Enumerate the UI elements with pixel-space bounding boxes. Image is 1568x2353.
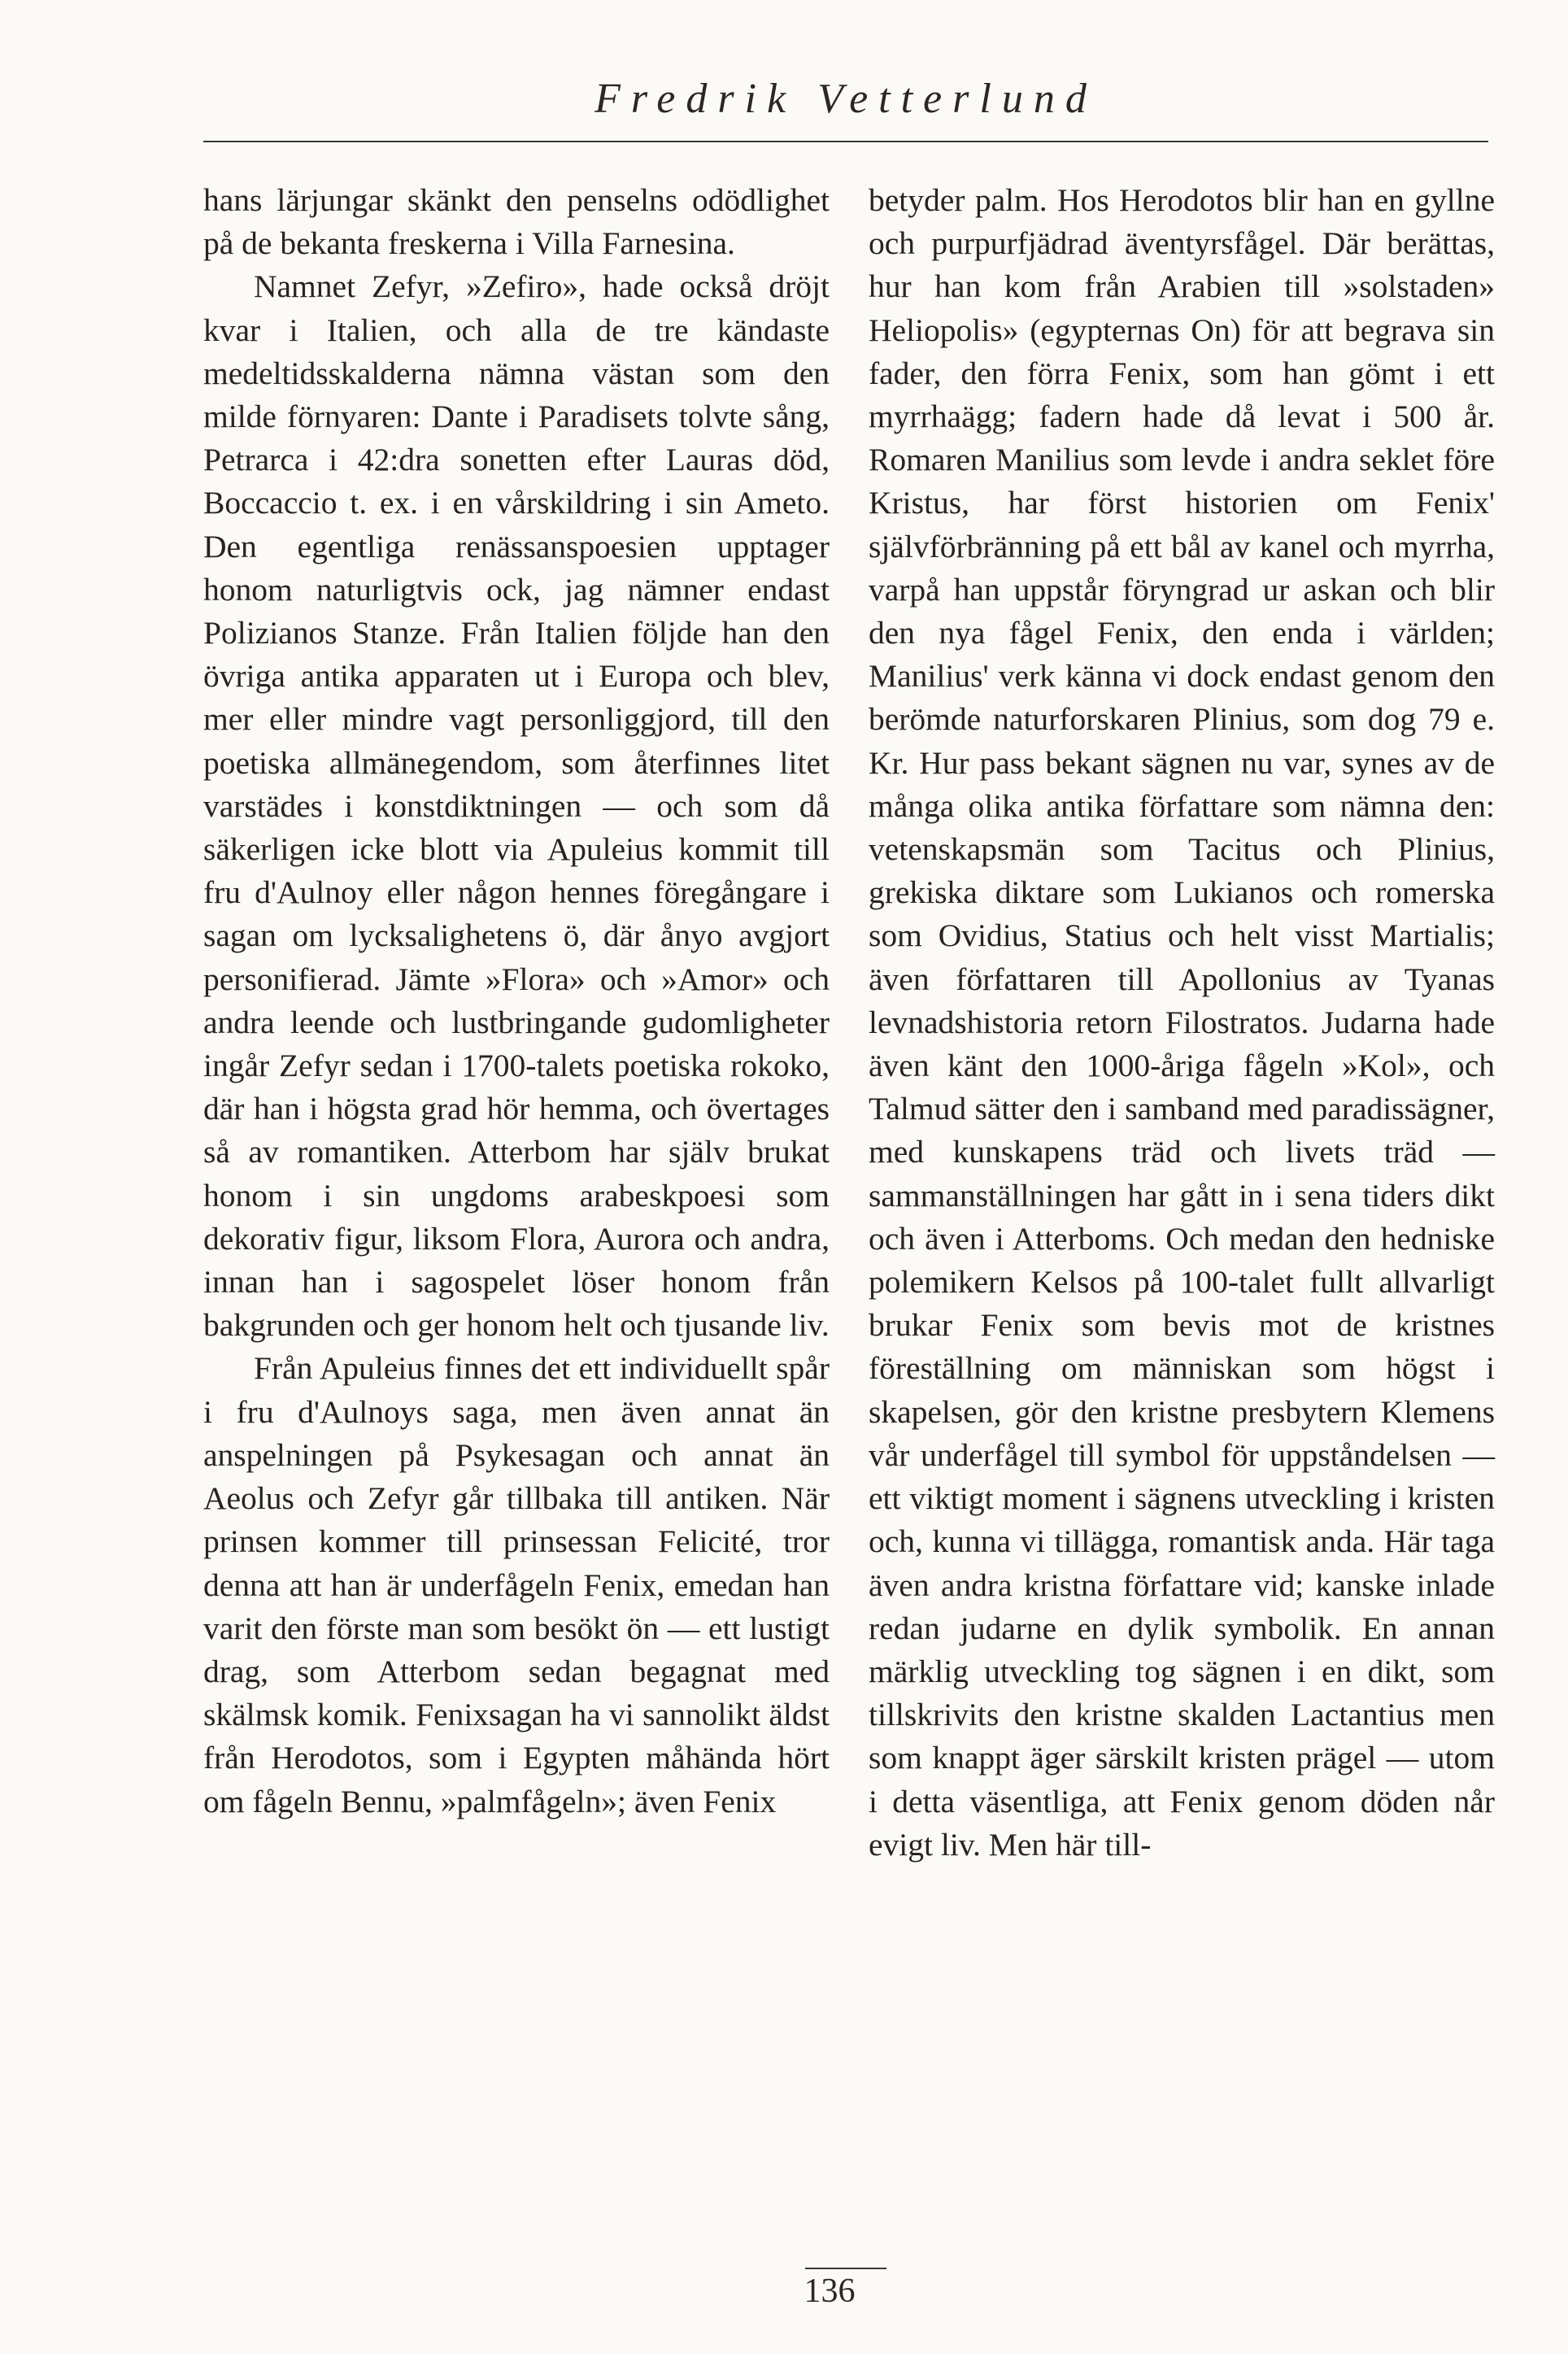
folio-rule <box>805 2268 886 2269</box>
running-head: Fredrik Vetterlund <box>595 76 1097 122</box>
page-header <box>203 75 1488 124</box>
right-paragraph-1: betyder palm. Hos Herodotos blir han en gyllne och purpurfjädrad äventyrsfågel. Där berättas, hur han kom från Arabien till »solstaden» Heliopolis» (egypternas On) för att begrava sin fader, den förra Fenix, som han gömt i ett myrrhaägg; fadern hade då levat i 500 år. Romaren Manilius som levde i andra seklet före Kristus, har först historien om Fenix' självförbränning på ett bål av kanel och myrrha, varpå han uppstår föryngrad ur askan och blir den nya fågel Fenix, den enda i världen; Manilius' verk känna vi dock endast genom den berömde naturforskaren Plinius, som dog 79 e. Kr. Hur pass bekant sägnen nu var, synes av de många olika antika författare som nämna den: vetenskapsmän som Tacitus och Plinius, grekiska diktare som Lukianos och romerska som Ovidius, Statius och helt visst Martialis; även författaren till Apollonius av Tyanas levnadshistoria retorn Filostratos. Judarna hade även känt den 1000-åriga fågeln »Kol», och Talmud sätter den i samband med paradissägner, med kunskapens träd och livets träd — sammanställningen har gått in i sena tiders dikt och även i Atterboms. Och medan den hedniske polemikern Kelsos på 100-talet fullt allvarligt brukar Fenix som bevis mot de kristnes föreställning om människan som högst i skapelsen, gör den kristne presbytern Klemens vår underfågel till symbol för uppståndelsen — ett viktigt moment i sägnens utveckling i kristen och, kunna vi tillägga, romantisk anda. Här taga även andra kristna författare vid; kanske inlade redan judarne en dylik symbolik. En annan märklig utveckling tog sägnen i en dikt, som tillskrivits den kristne skalden Lactantius men som knappt äger särskilt kristen prägel — utom i detta väsentliga, att Fenix genom döden når evigt liv. Men här till- <box>869 182 1495 1863</box>
page-number: 136 <box>804 2272 856 2310</box>
right-column <box>869 179 1495 1867</box>
left-paragraph-1: hans lärjungar skänkt den penselns odödlighet på de bekanta freskerna i Villa Farnesina. <box>203 182 830 262</box>
left-paragraph-3: Från Apuleius finnes det ett individuellt spår i fru d'Aulnoys saga, men även annat än anspelningen på Psykesagan och annat än Aeolus och Zefyr går tillbaka till antiken. När prinsen kommer till prinsessan Felicité, tror denna att han är underfågeln Fenix, emedan han varit den förste man som besökt ön — ett lustigt drag, som Atterbom sedan begagnat med skälmsk komik. Fenixsagan ha vi sannolikt äldst från Herodotos, som i Egypten måhända hört om fågeln Bennu, »palmfågeln»; även Fenix <box>203 1350 830 1819</box>
left-column <box>203 179 830 1824</box>
header-rule <box>203 141 1488 142</box>
left-paragraph-2: Namnet Zefyr, »Zefiro», hade också dröjt kvar i Italien, och alla de tre kändaste medeltidsskalderna nämna västan som den milde förnyaren: Dante i Paradisets tolvte sång, Petrarca i 42:dra sonetten efter Lauras död, Boccaccio t. ex. i en vårskildring i sin Ameto. Den egentliga renässanspoesien upptager honom naturligtvis ock, jag nämner endast Polizianos Stanze. Från Italien följde han den övriga antika apparaten ut i Europa och blev, mer eller mindre vagt personliggjord, till den poetiska allmänegendom, som återfinnes litet varstädes i konstdiktningen — och som då säkerligen icke blott via Apuleius kommit till fru d'Aulnoy eller någon hennes föregångare i sagan om lycksalighetens ö, där ånyo avgjort personifierad. Jämte »Flora» och »Amor» och andra leende och lustbringande gudomligheter ingår Zefyr sedan i 1700-talets poetiska rokoko, där han i högsta grad hör hemma, och övertages så av romantiken. Atterbom har själv brukat honom i sin ungdoms arabeskpoesi som dekorativ figur, liksom Flora, Aurora och andra, innan han i sagospelet löser honom från bakgrunden och ger honom helt och tjusande liv. <box>203 268 830 1344</box>
